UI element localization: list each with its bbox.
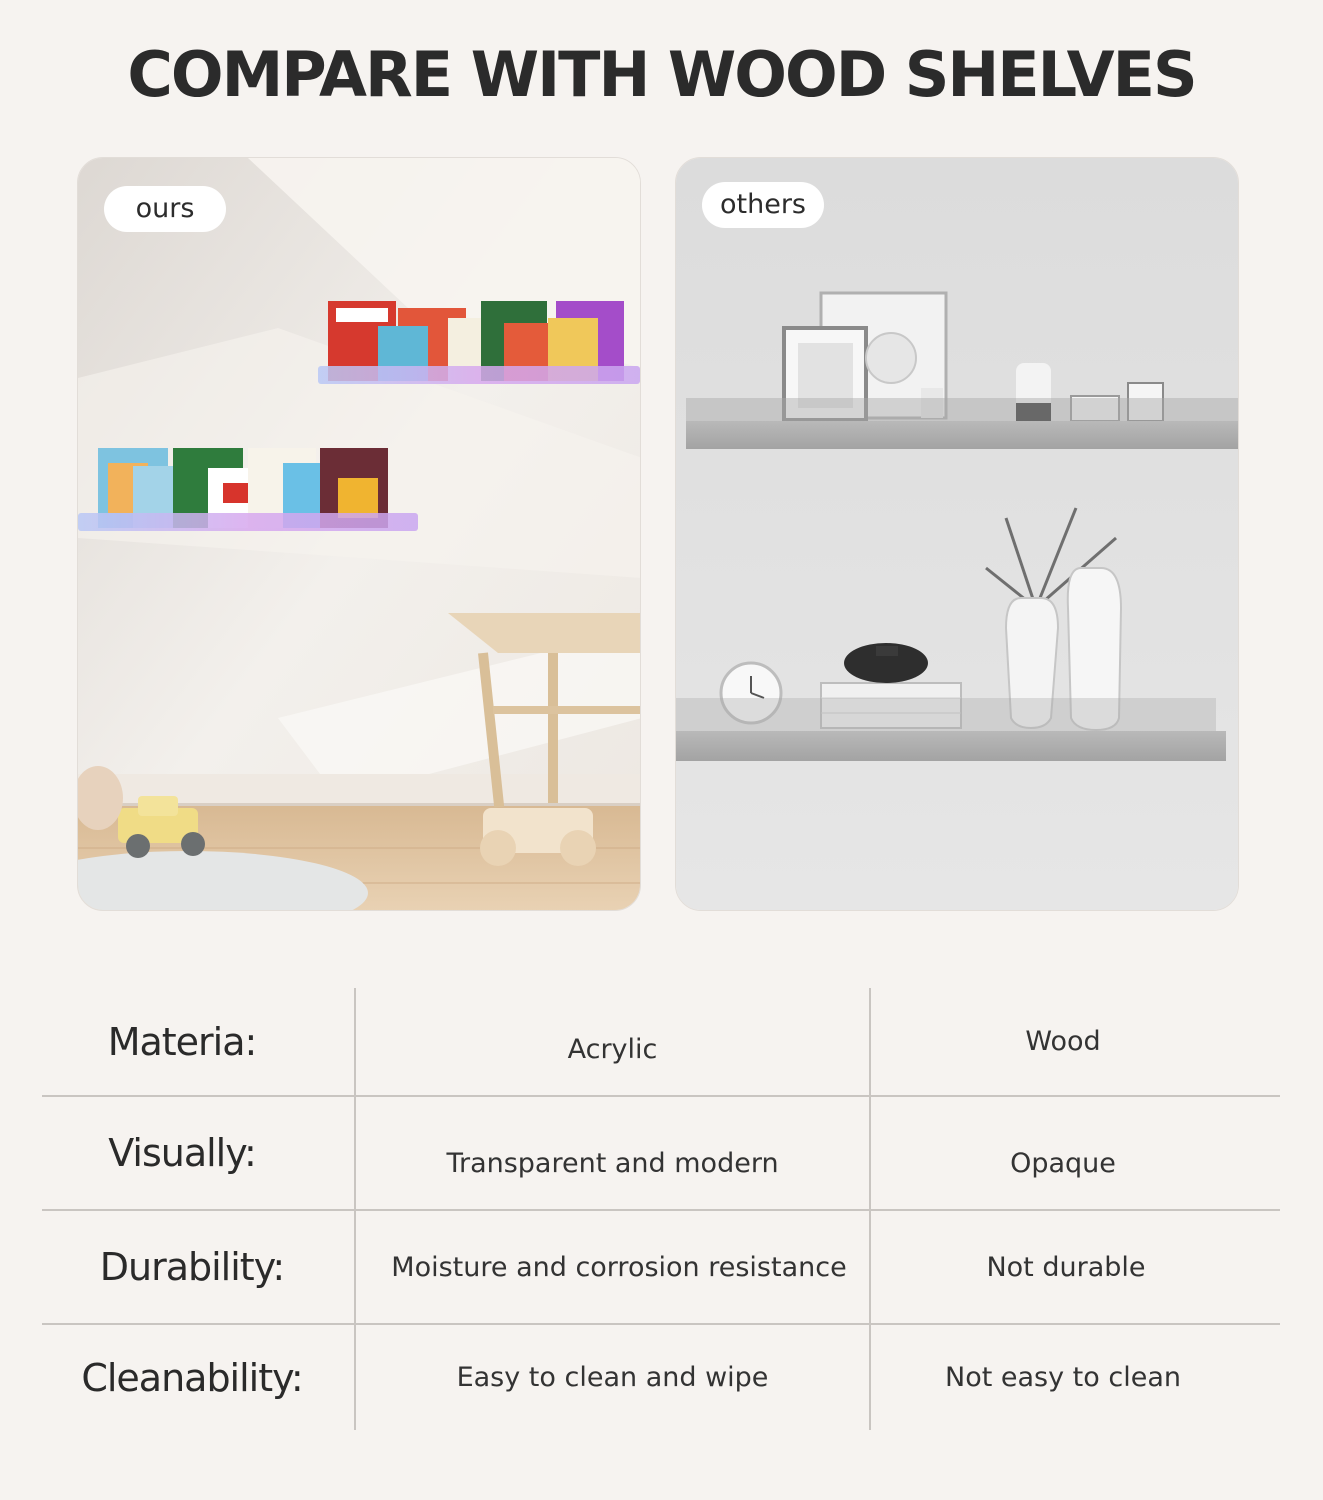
lower-wood-shelf [676,731,1226,761]
comparison-table [42,988,1280,1430]
ours-visually-value: Transparent and modern [446,1147,779,1179]
ours-material-value: Acrylic [567,1034,658,1065]
ours-photo-panel [77,157,641,911]
others-tag: others [702,182,824,228]
lower-acrylic-shelf [78,513,418,531]
wood-shelf-room-illustration [676,158,1239,911]
others-photo-panel [675,157,1239,911]
others-durability-value: Not durable [986,1251,1146,1283]
row-label-visually: Visually: [108,1131,256,1175]
ours-durability-value: Moisture and corrosion resistance [391,1251,847,1283]
row-label-cleanability: Cleanability: [81,1355,303,1400]
ours-tag: ours [104,186,226,232]
others-material-value: Wood [1025,1026,1101,1057]
upper-acrylic-shelf [318,366,640,384]
row-label-durability: Durability: [99,1245,285,1289]
page-title: COMPARE WITH WOOD SHELVES [127,38,1196,111]
others-cleanability-value: Not easy to clean [945,1362,1181,1393]
acrylic-shelf-room-illustration [78,158,641,911]
ours-cleanability-value: Easy to clean and wipe [456,1362,769,1393]
upper-wood-shelf [686,421,1239,449]
others-visually-value: Opaque [1010,1147,1116,1179]
row-label-material: Materia: [107,1019,257,1064]
